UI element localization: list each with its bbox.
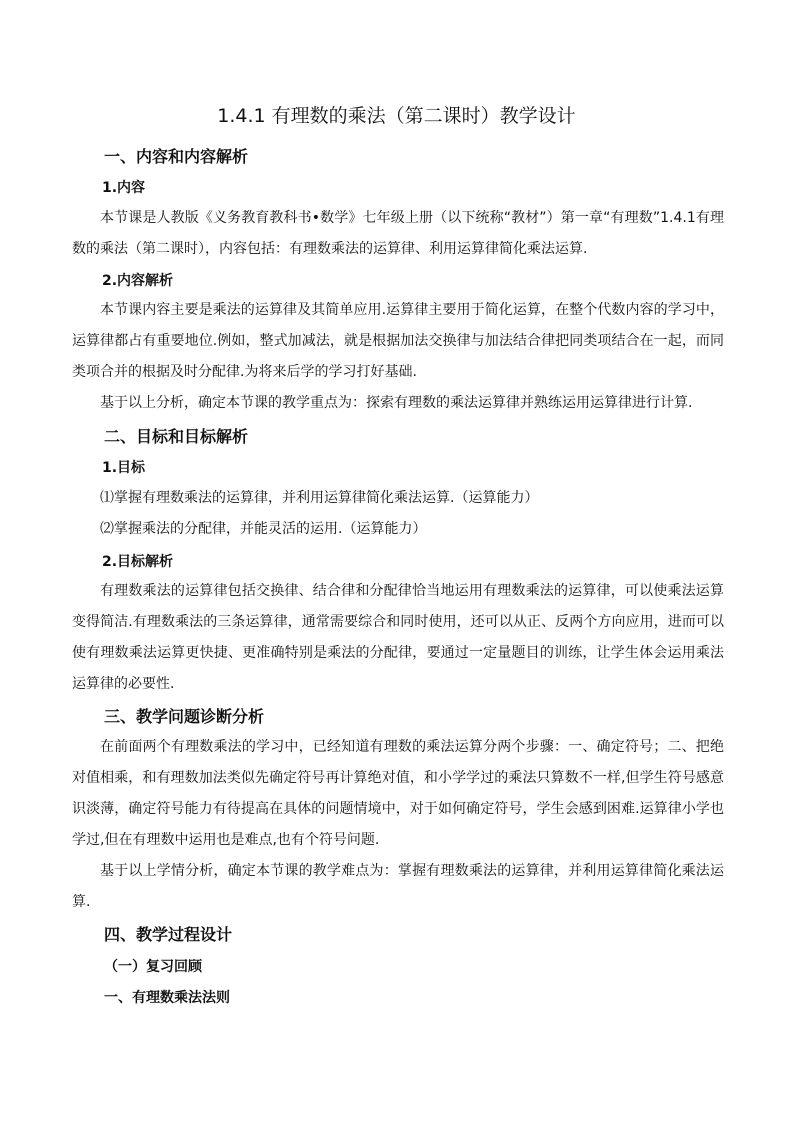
subheading-content-analysis: 2.内容解析 <box>102 273 174 289</box>
section-heading-diagnosis: 三、教学问题诊断分析 <box>104 707 265 726</box>
subheading-multiplication-rule: 一、有理数乘法法则 <box>104 990 230 1006</box>
goal-item-1: ⑴掌握有理数乘法的运算律，并利用运算律简化乘法运算.（运算能力） <box>100 490 539 506</box>
paragraph-content-analysis: 本节课内容主要是乘法的运算律及其简单应用.运算律主要用于简化运算，在整个代数内容的学习中，运算律都占有重要地位.例如，整式加减法，就是根据加法交换律与加法结合律把同类项结合在一起，而同类项合并的根据及时分配律.为将来后学的学习打好基础. <box>72 302 724 380</box>
subheading-goal-analysis: 2.目标解析 <box>102 554 174 570</box>
goal-item-2: ⑵掌握乘法的分配律，并能灵活的运用.（运算能力） <box>100 521 427 537</box>
paragraph-goal-analysis: 有理数乘法的运算律包括交换律、结合律和分配律恰当地运用有理数乘法的运算律，可以使乘法运算变得简洁.有理数乘法的三条运算律，通常需要综合和同时使用，还可以从正、反两个方向应用，进而可以使有理数乘法运算更快捷、更准确特别是乘法的分配律，要通过一定量题目的训练，让学生体会运用乘法运算律的必要性. <box>72 583 724 692</box>
document-title: 1.4.1 有理数的乘法（第二课时）教学设计 <box>217 105 576 127</box>
subheading-goals: 1.目标 <box>102 460 146 476</box>
paragraph-diagnosis: 在前面两个有理数乘法的学习中，已经知道有理数的乘法运算分两个步骤：一、确定符号；二、把绝对值相乘，和有理数加法类似先确定符号再计算绝对值，和小学学过的乘法只算数不一样,但学生符号感意识淡薄，确定符号能力有待提高在具体的问题情境中，对于如何确定符号，学生会感到困难.运算律小学也学过,但在有理数中运用也是难点,也有个符号问题. <box>72 739 724 848</box>
subheading-content: 1.内容 <box>102 180 146 196</box>
subheading-review: （一）复习回顾 <box>104 959 202 975</box>
section-heading-content: 一、内容和内容解析 <box>104 147 249 166</box>
section-heading-goals: 二、目标和目标解析 <box>104 427 249 446</box>
paragraph-content: 本节课是人教版《义务教育教科书•数学》七年级上册（以下统称“教材”）第一章“有理数”1.4.1有理数的乘法（第二课时），内容包括：有理数乘法的运算律、利用运算律简化乘法运算. <box>72 210 724 257</box>
paragraph-difficulty: 基于以上学情分析，确定本节课的教学难点为：掌握有理数乘法的运算律，并利用运算律简化乘法运算. <box>72 863 724 910</box>
section-heading-process: 四、教学过程设计 <box>104 925 233 944</box>
paragraph-key-point: 基于以上分析，确定本节课的教学重点为：探索有理数的乘法运算律并熟练运用运算律进行计算. <box>100 395 693 411</box>
